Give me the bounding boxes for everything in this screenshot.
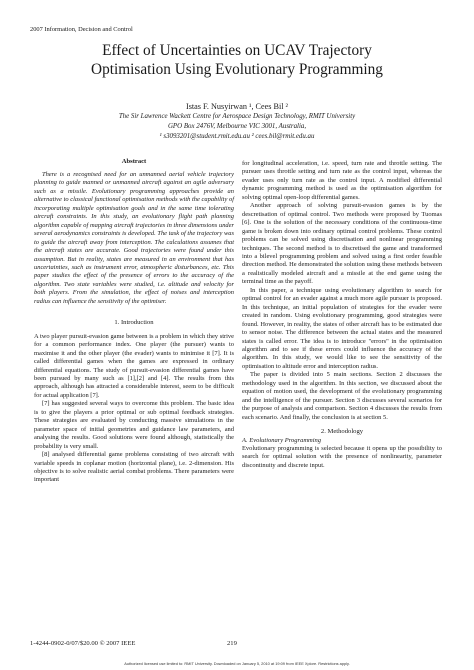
right-paragraph-4: The paper is divided into 5 main sections. Section 2 discusses the methodology used in the algorithm. In this section, we discussed about the equation of motion used, the development of the evolutionary programming and the intelligence of the pursuer. Section 3 discusses several scenarios for the purpose of analysis and comparison. Section 4 discusses the results from each scenario. And finally, the conclusion is at section 5.	[242, 371, 442, 421]
title-line-2: Optimisation Using Evolutionary Programming	[91, 61, 383, 78]
footer-isbn: 1-4244-0902-0/07/$20.00 © 2007 IEEE	[30, 640, 136, 647]
introduction-heading: 1. Introduction	[114, 319, 154, 327]
right-column	[242, 160, 442, 470]
affiliation-line-1: The Sir Lawrence Wackett Centre for Aerospace Design Technology, RMIT University	[118, 113, 356, 120]
intro-paragraph-1: A two player pursuit-evasion game between is a problem in which they strive for a common performance index. One player (the pursuer) wants to maximise it and the other player (the evader) wants to minimise it [7]. It is called differential games when the games are expressed in ordinary differential equations. The study of pursuit-evasion differential games have been pursued by many such as [1],[2] and [4]. The results from this approach, although has attracted a considerable interest, seem to be difficult for actual application [7].	[34, 332, 234, 399]
intro-paragraph-2: [7] has suggested several ways to overcome this problem. The basic idea is to give the players a prior optimal or sub optimal feedback strategies. These strategies are evaluated by conducting massive simulations in the parameter space of initial geometries and guidance law parameters, and analysing the results. Good solutions were found although, statistically the probability is very small.	[34, 400, 234, 450]
page-number: 219	[227, 640, 237, 647]
methodology-heading: 2. Methodology	[320, 428, 364, 436]
left-column	[34, 171, 234, 485]
abstract-text: There is a recognised need for an unmanned aerial vehicle trajectory planning to guide manned or unmanned aircraft against an agile adversary such as a missile. Evolutionary programming approaches provide an alternative to classical functional optimisation methods with the capability of incorporating multiple optimisation goals and in the same time tolerating aircraft constraints. In this study, an evolutionary flight path planning algorithm capable of mapping aircraft trajectories in three dimensions under several aerodynamics constraints is developed. The task of the trajectory was to guide the aircraft away from interception. The calculations assumes that the aircraft states are accurate. Good trajectories were found under this assumption. But in reality, states are measured in an environment that has uncertainties, such as instrument error, atmospheric disturbances, etc. This paper studies the effect of the presence of errors to the accuracy of the algorithm. Two state variables were studied, i.e. altitude and velocity for both players. From the simulation, the effect of noises and interception radius can influence the sensitivity of the optimiser.	[34, 171, 234, 305]
affiliation-line-2: GPO Box 2476V, Melbourne VIC 3001, Australia,	[167, 122, 307, 130]
evolutionary-programming-subheading: A. Evolutionary Programming	[242, 436, 322, 444]
title-line-1: Effect of Uncertainties on UCAV Trajectory	[102, 42, 372, 59]
affiliation-emails: ¹ s3093201@student.rmit.edu.au ² cees.bil@rmit.edu.au	[159, 132, 315, 140]
conference-header: 2007 Information, Decision and Control	[30, 26, 133, 33]
affiliation	[20, 112, 454, 141]
right-paragraph-1: for longitudinal acceleration, i.e. speed, turn rate and throttle setting. The pursuer uses throttle setting and turn rate as the control input, whereas the evader uses only turn rate as the control input. A modified differential dynamic programming method is used as the optimisation algorithm for solving optimal open-loop differential games.	[242, 160, 442, 201]
right-paragraph-3: In this paper, a technique using evolutionary algorithm to search for optimal control for an evader against a much more agile pursuer is proposed. In this technique, an initial population of strategies for the evader were created in random. Using evolutionary programming, good strategies were found. However, in reality, the states of other aircraft has to be estimated due to sensor noise. The difference between the actual states and the measured states is called error. The idea is to introduce "errors" in the optimisation algorithm and to see if these errors could influence the accuracy of the algorithm. In this study, we would like to see the sensitivity of the optimisation to altitude error and interception radius.	[242, 286, 442, 370]
authors: Istas F. Nusyirwan ¹, Cees Bil ²	[185, 102, 289, 111]
license-notice: Authorized licensed use limited to: RMIT University. Downloaded on January 5, 2010 at 19:09 from IEEE Xplore. Restrictions apply.	[124, 661, 350, 666]
abstract-heading: Abstract	[121, 158, 147, 165]
right-paragraph-2: Another approach of solving pursuit-evasion games is by the descretisation of optimal control. Two methods were proposed by Tuomas [6]. One is the solution of the necessary conditions of the continuous-time game is broken down into ordinary optimal control problems. These control problems can be solved using discretisation and nonlinear programming techniques. The second method is to discretised the game and transformed into a bilevel programming problem and solved using a first order feasible direction method. He demonstrated the solution using these methods between a realistically modeled aircraft and a missile at the end game using the terminal time as the payoff.	[242, 202, 442, 286]
right-paragraph-5: Evolutionary programming is selected because it opens up the possibility to search for optimal solution with the presence of nonlinearity, parameter discontinuity and discrete input.	[242, 444, 442, 469]
paper-title	[20, 41, 454, 79]
intro-paragraph-3: [8] analysed differential game problems consisting of two aircraft with variable speeds in coplanar motion (horizontal plane), i.e. 2-dimension. His objective is to solve realistic aerial combat problems. There parameters were important	[34, 451, 234, 484]
